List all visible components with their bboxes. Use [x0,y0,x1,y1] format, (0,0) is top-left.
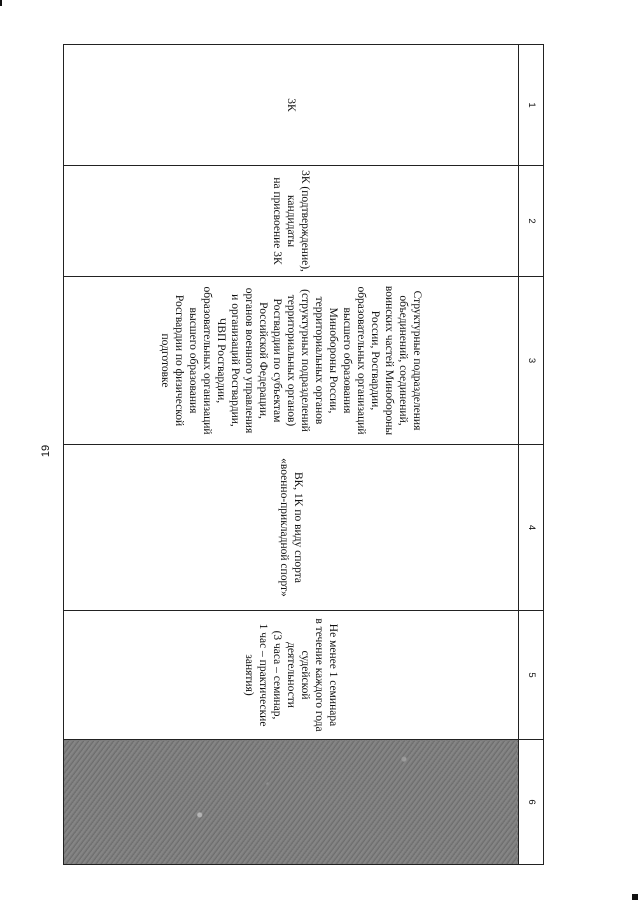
header-cell-6: 6 [519,740,544,865]
text-line: «военно-прикладной спорт» [278,458,290,597]
text-line: ВК, 1К по виду спорта [292,471,304,584]
text-line: Не менее 1 семинара [327,623,339,727]
header-row [519,45,544,865]
header-cell-1: 1 [519,45,544,166]
text-line: воинских частей Минобороны [383,285,395,436]
text-line: в течение каждого года [313,618,325,732]
text-line: кандидаты [285,194,297,248]
text-line: Российской Федерации, [257,302,269,419]
text-line: Росгвардии по физической [173,294,185,427]
scan-edge-mark-top-left [0,0,2,6]
requirements-table [63,44,544,865]
text-line: судейской [299,650,311,700]
text-line: (3 часа – семинар, [271,630,283,720]
text-line: ЧВП Росгвардии, [215,317,227,404]
header-cell-3: 3 [519,277,544,445]
text-line: Минобороны России, [327,307,339,414]
text-line: 3К (подтверждение), [299,170,311,272]
shaded-cell [64,740,519,865]
text-line: России, Росгвардии, [369,310,381,411]
organizations-cell [64,277,519,445]
text-line: высшего образования [341,307,353,414]
organizations-text [158,277,424,444]
text-line: деятельности [285,642,297,708]
header-cell-5: 5 [519,611,544,740]
seminar-cell [64,611,519,740]
applicants-cell [64,166,519,277]
text-line: занятия) [243,654,255,696]
text-line: объединений, соединений, [397,295,409,426]
applicants-text [270,166,312,276]
text-line: 1 час – практические [257,623,269,727]
text-line: образовательных организаций [355,286,367,435]
text-line: территориальных органов [313,296,325,425]
text-line: и организаций Росгвардии, [229,294,241,427]
text-line: Структурные подразделения [411,290,423,431]
seminar-text [242,611,340,739]
category-cell [64,45,519,166]
qualification-cell [64,445,519,611]
qualification-text [277,445,305,610]
table-row [64,45,519,865]
header-cell-2: 2 [519,166,544,277]
text-line: территориальных органов) [285,294,297,427]
text-line: органов военного управления [243,287,255,434]
category-text: 3К [285,98,297,112]
text-line: на присвоение 3К [271,177,283,265]
rotated-table-container [63,44,544,864]
text-line: (структурных подразделений [299,289,311,432]
text-line: подготовке [159,333,171,388]
page-number: 19 [40,444,52,458]
scan-edge-mark-bottom-right [632,894,638,900]
text-line: образовательных организаций [201,286,213,435]
text-line: Росгвардии по субъектам [271,298,283,423]
header-cell-4: 4 [519,445,544,611]
text-line: высшего образования [187,307,199,414]
